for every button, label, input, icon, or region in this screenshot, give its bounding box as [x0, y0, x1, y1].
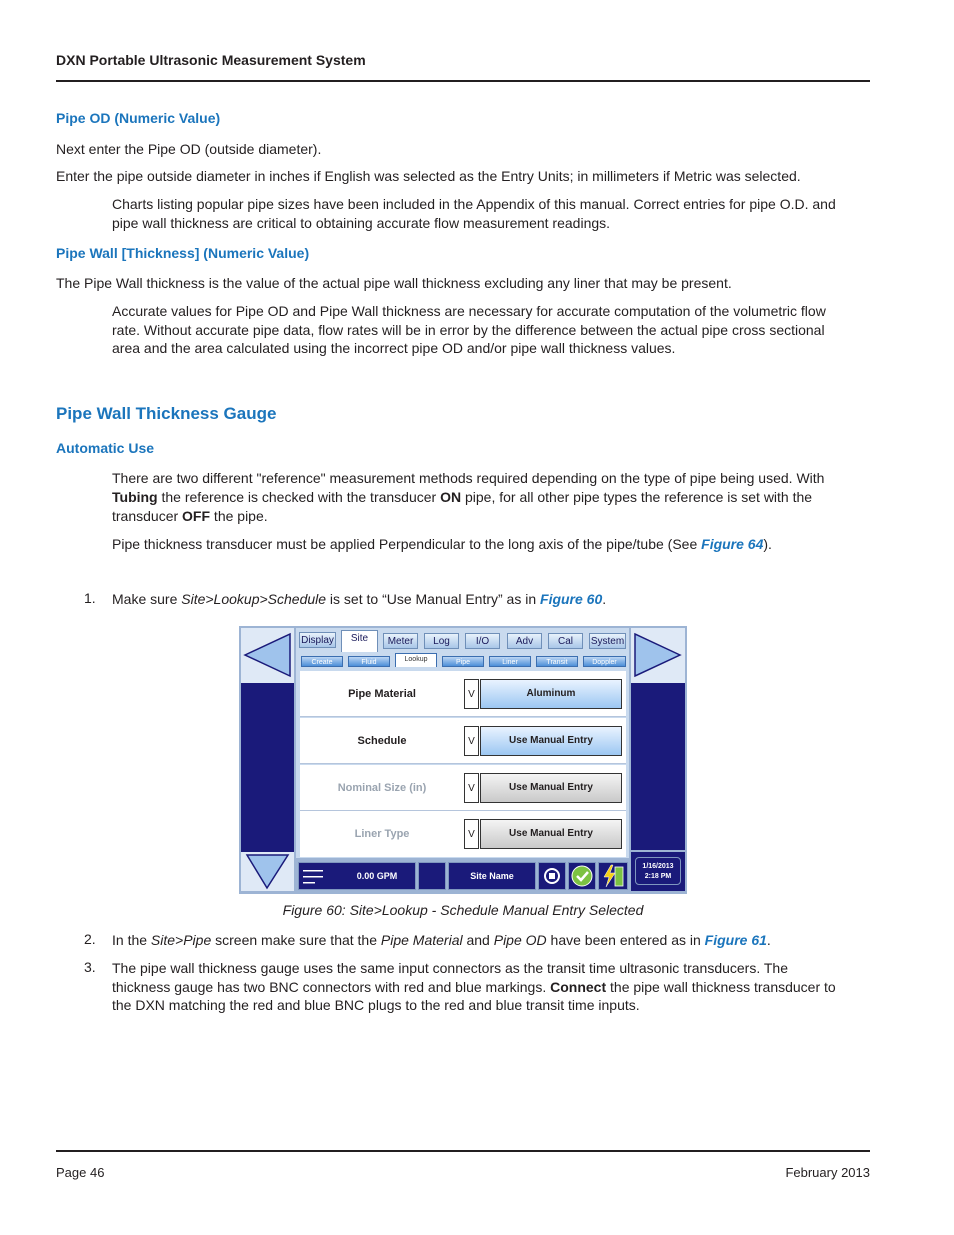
- liner-type-row: [300, 811, 626, 857]
- auto-text: ).: [763, 536, 772, 552]
- status-blank-cell: [418, 862, 446, 890]
- auto-para-1-line-1: There are two different "reference" measurement methods required depending on the type of pipe being used. With: [112, 470, 825, 486]
- pipe-material-row: [300, 671, 626, 717]
- menu-path: Site>Pipe: [150, 932, 212, 948]
- step-1-text: [112, 590, 606, 609]
- step-text: the pipe wall thickness transducer to: [606, 979, 836, 995]
- schedule-label: Schedule: [357, 735, 407, 747]
- pipe-material-label: Pipe Material: [348, 688, 416, 700]
- document-header-title: DXN Portable Ultrasonic Measurement System: [56, 52, 366, 68]
- tab-system[interactable]: System: [589, 633, 626, 649]
- figure-caption: Figure 60: Site>Lookup - Schedule Manual Entry Selected: [282, 902, 644, 918]
- step-2-number: 2.: [84, 931, 96, 947]
- footer-rule: [56, 1150, 870, 1152]
- automatic-use-heading: Automatic Use: [56, 440, 155, 456]
- pipe-od-para-1: Next enter the Pipe OD (outside diameter).: [56, 141, 322, 157]
- subtab-liner[interactable]: Liner: [489, 656, 531, 667]
- down-arrow-button[interactable]: [241, 852, 294, 891]
- step-text: In the: [112, 932, 151, 948]
- pipe-od-note-line-1: Charts listing popular pipe sizes have been included in the Appendix of this manual. Correct entries for pipe O.D. and: [112, 196, 836, 212]
- pipe-od-heading: Pipe OD (Numeric Value): [56, 110, 221, 126]
- field-name: Pipe OD: [493, 932, 547, 948]
- pipe-wall-note-line-1: Accurate values for Pipe OD and Pipe Wall thickness are necessary for accurate computation of the volumetric flow: [112, 303, 826, 319]
- tab-log[interactable]: Log: [424, 633, 459, 649]
- menu-lines-icon: [303, 869, 325, 885]
- subtab-doppler[interactable]: Doppler: [583, 656, 626, 667]
- figure-64-link[interactable]: Figure 64: [701, 536, 764, 552]
- pipe-material-dropdown-toggle[interactable]: V: [464, 679, 479, 709]
- liner-type-dropdown-toggle[interactable]: V: [464, 819, 479, 849]
- pipe-wall-heading: Pipe Wall [Thickness] (Numeric Value): [56, 245, 310, 261]
- subtab-transit[interactable]: Transit: [536, 656, 578, 667]
- auto-text: the reference is checked with the transducer: [157, 489, 441, 505]
- left-arrow-icon: [241, 628, 294, 683]
- pipe-od-note-line-2: pipe wall thickness are critical to obtaining accurate flow measurement readings.: [112, 215, 611, 231]
- auto-para-1-line-2: [112, 488, 812, 507]
- tab-io[interactable]: I/O: [465, 633, 500, 649]
- step-text: Make sure: [112, 591, 182, 607]
- auto-text: pipe, for all other pipe types the reference is set with the: [461, 489, 813, 505]
- flow-value: 0.00 GPM: [356, 871, 398, 881]
- auto-para-2: [112, 535, 772, 554]
- subtab-lookup[interactable]: Lookup: [395, 653, 437, 667]
- gauge-section-heading: Pipe Wall Thickness Gauge: [56, 404, 277, 423]
- subtab-pipe[interactable]: Pipe: [442, 656, 484, 667]
- auto-text: the pipe.: [210, 508, 268, 524]
- step-3-line-3: the DXN matching the red and blue BNC plugs to the red and blue transit time inputs.: [112, 997, 640, 1013]
- power-status-button[interactable]: [598, 862, 628, 890]
- pipe-wall-note-line-2: rate. Without accurate pipe data, flow rates will be in error by the difference between the actual pipe cross sectional: [112, 322, 825, 338]
- menu-path: Site>Lookup>Schedule: [181, 591, 327, 607]
- step-text: thickness gauge has two BNC connectors with red and blue markings.: [112, 979, 551, 995]
- auto-text: transducer: [112, 508, 183, 524]
- auto-text: Pipe thickness transducer must be applied Perpendicular to the long axis of the pipe/tube (See: [112, 536, 702, 552]
- ok-status-button[interactable]: [568, 862, 596, 890]
- datetime-panel: [631, 852, 685, 891]
- figure-61-link[interactable]: Figure 61: [704, 932, 767, 948]
- step-3-line-1: The pipe wall thickness gauge uses the same input connectors as the transit time ultrasonic transducers. The: [112, 960, 788, 976]
- connect-term: Connect: [550, 979, 607, 995]
- step-text: screen make sure that the: [211, 932, 381, 948]
- subtab-create[interactable]: Create: [301, 656, 343, 667]
- auto-para-1-line-3: [112, 507, 268, 526]
- tubing-term: Tubing: [112, 489, 158, 505]
- subtab-fluid[interactable]: Fluid: [348, 656, 390, 667]
- nominal-size-dropdown-toggle[interactable]: V: [464, 773, 479, 803]
- field-name: Pipe Material: [380, 932, 463, 948]
- tab-site[interactable]: Site: [341, 630, 378, 652]
- tab-adv[interactable]: Adv: [507, 633, 542, 649]
- step-3-number: 3.: [84, 959, 96, 975]
- schedule-row: [300, 718, 626, 764]
- header-rule: [56, 80, 870, 82]
- stop-icon: [539, 863, 565, 889]
- step-text: .: [602, 591, 607, 607]
- site-name-button[interactable]: Site Name: [448, 862, 536, 890]
- step-text: .: [766, 932, 771, 948]
- pipe-od-para-2: Enter the pipe outside diameter in inches if English was selected as the Entry Units; in millimeters if Metric was selected.: [56, 168, 801, 184]
- right-arrow-icon: [631, 628, 685, 683]
- tab-cal[interactable]: Cal: [548, 633, 583, 649]
- schedule-dropdown-toggle[interactable]: V: [464, 726, 479, 756]
- nominal-size-value[interactable]: Use Manual Entry: [480, 773, 622, 803]
- datetime-box: [635, 857, 681, 885]
- down-arrow-icon: [241, 852, 294, 891]
- liner-type-value[interactable]: Use Manual Entry: [480, 819, 622, 849]
- time-text: 2:18 PM: [644, 873, 672, 880]
- tab-display[interactable]: Display: [299, 632, 336, 648]
- figure-60-link[interactable]: Figure 60: [540, 591, 603, 607]
- page-number: Page 46: [56, 1165, 105, 1180]
- stop-button[interactable]: [538, 862, 566, 890]
- tab-meter[interactable]: Meter: [383, 633, 418, 649]
- date-text: 1/16/2013: [642, 863, 674, 870]
- step-text: is set to “Use Manual Entry” as in: [326, 591, 541, 607]
- step-1-number: 1.: [84, 590, 96, 606]
- pipe-wall-para-1: The Pipe Wall thickness is the value of the actual pipe wall thickness excluding any liner that may be present.: [56, 275, 732, 291]
- footer-date: February 2013: [785, 1165, 870, 1180]
- liner-type-label: Liner Type: [354, 828, 410, 840]
- step-text: have been entered as in: [546, 932, 705, 948]
- battery-lightning-icon: [599, 863, 627, 889]
- schedule-value[interactable]: Use Manual Entry: [480, 726, 622, 756]
- step-2-text: [112, 931, 771, 950]
- nominal-size-label: Nominal Size (in): [337, 782, 427, 794]
- pipe-material-value[interactable]: Aluminum: [480, 679, 622, 709]
- right-arrow-button[interactable]: [631, 628, 685, 683]
- step-3-line-2: [112, 978, 836, 997]
- flow-readout: [298, 862, 416, 890]
- left-arrow-button[interactable]: [241, 628, 294, 683]
- pipe-wall-note-line-3: area and the area calculated using the incorrect pipe OD and/or pipe wall thickness values.: [112, 340, 676, 356]
- checkmark-icon: [569, 863, 595, 889]
- step-text: and: [462, 932, 494, 948]
- nominal-size-row: [300, 765, 626, 811]
- off-term: OFF: [182, 508, 211, 524]
- on-term: ON: [440, 489, 462, 505]
